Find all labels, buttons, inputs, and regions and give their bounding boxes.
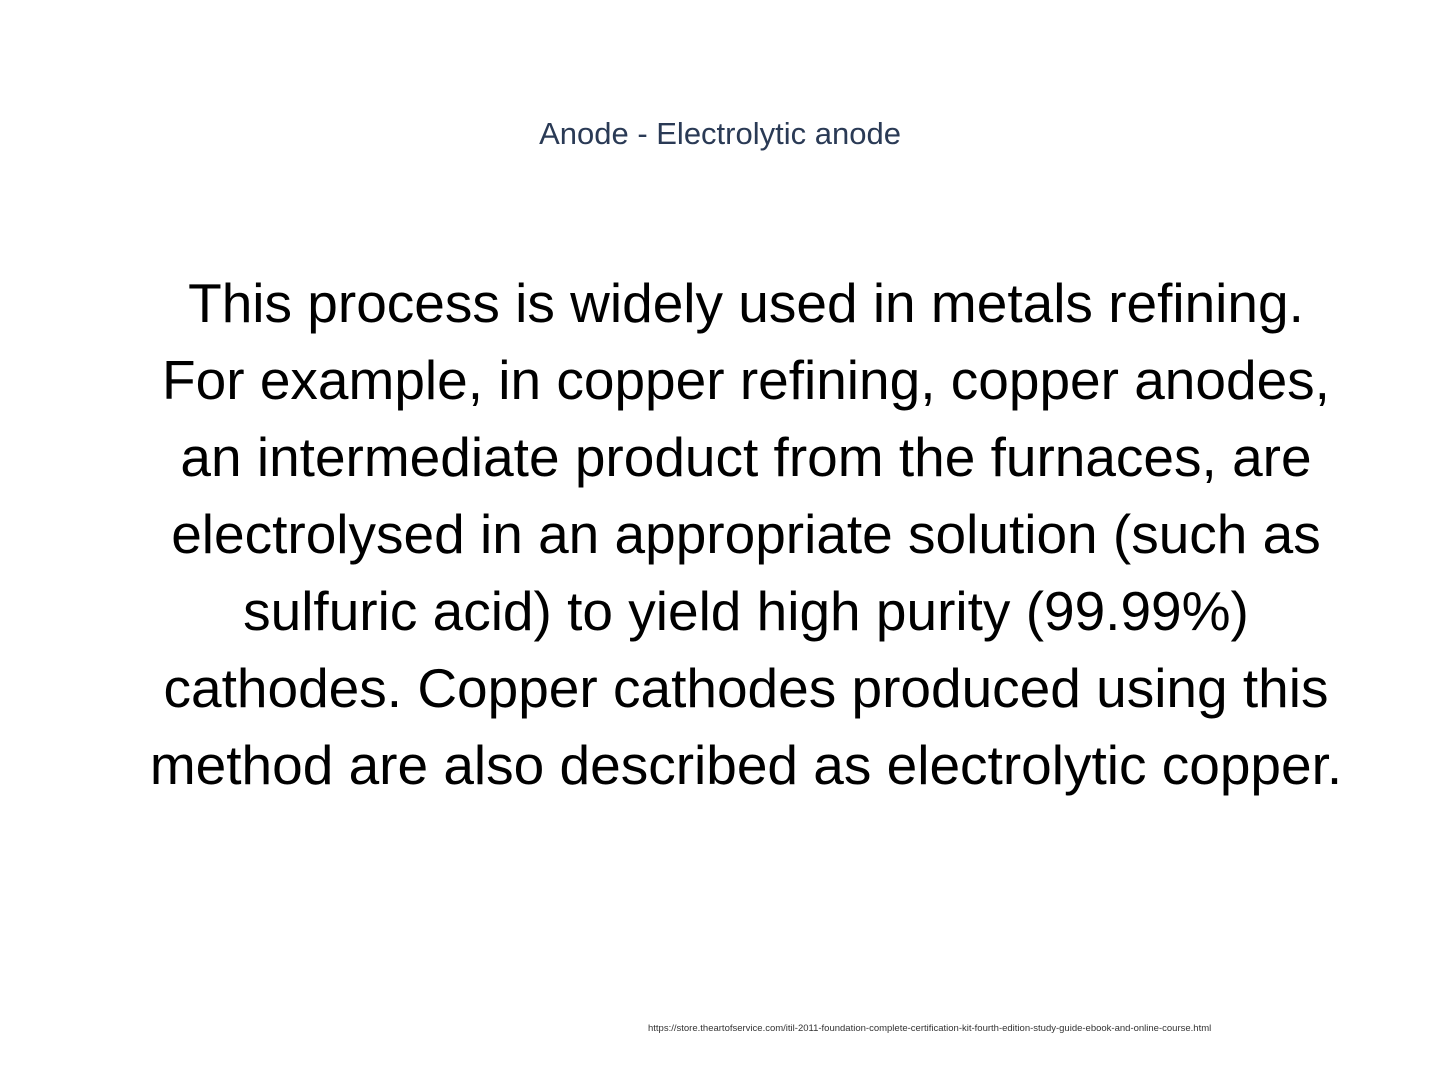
slide-body-text: This process is widely used in metals refining. For example, in copper refining, copper anodes, an intermediate product from the furnaces, are electrolysed in an appropriate solution (such as sulfuric acid) to yield high purity (99.99%) cathodes. Copper cathodes produced using this method are also described as electrolytic copper. (149, 272, 1343, 796)
source-url-link[interactable]: https://store.theartofservice.com/itil-2011-foundation-complete-certification-kit-fourth-edition-study-guide-ebook-and-online-course.html (648, 1023, 1212, 1034)
slide-title: Anode - Electrolytic anode (539, 116, 901, 151)
